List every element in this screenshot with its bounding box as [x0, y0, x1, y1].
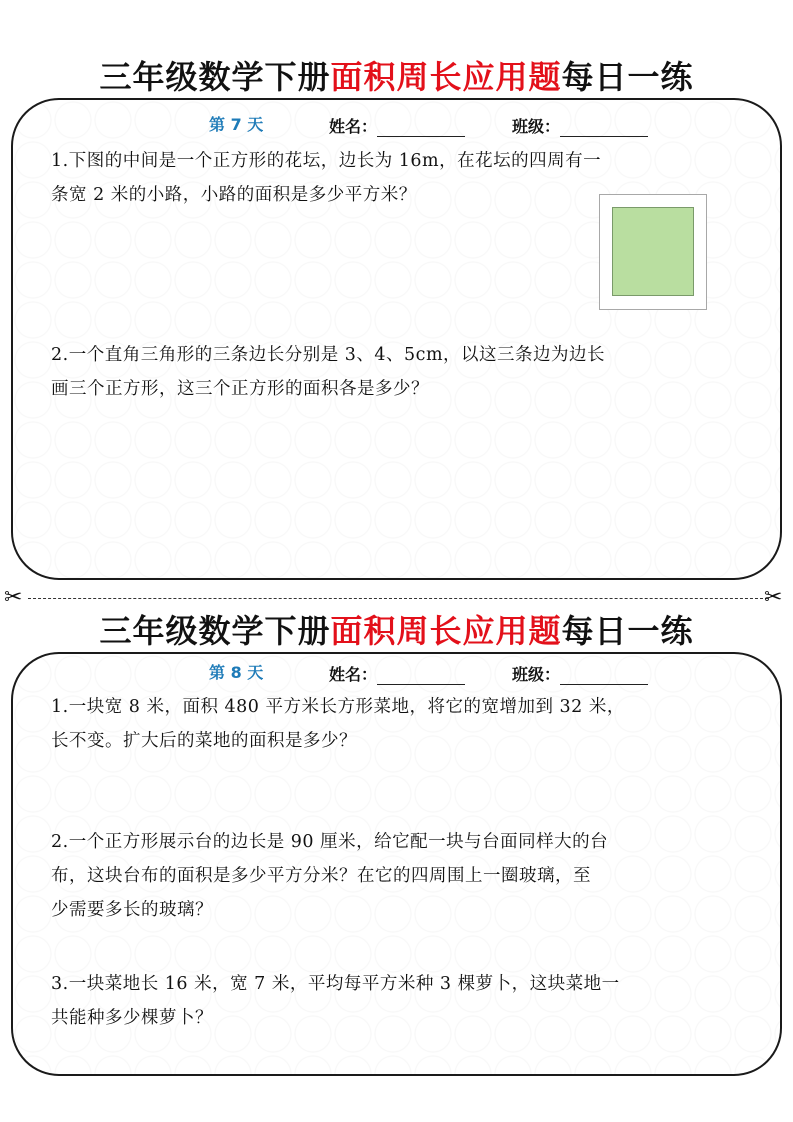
- name-field[interactable]: [329, 114, 465, 137]
- question-1: [51, 690, 773, 758]
- class-blank[interactable]: [560, 668, 648, 685]
- scissors-icon: ✂: [764, 585, 783, 610]
- question-line: 1.一块宽 8 米，面积 480 平方米长方形菜地，将它的宽增加到 32 米，: [51, 697, 625, 717]
- class-field[interactable]: [512, 114, 648, 137]
- name-label: 姓名：: [329, 665, 378, 684]
- question-line: 少需要多长的玻璃？: [51, 900, 213, 920]
- cut-line: [28, 598, 768, 599]
- day-label: 第 8 天: [209, 663, 264, 682]
- class-field[interactable]: [512, 662, 648, 685]
- question-3: [51, 967, 773, 1035]
- worksheet-card-day8: [11, 652, 782, 1076]
- question-line: 布，这块台布的面积是多少平方分米？在它的四周围上一圈玻璃，至: [51, 866, 591, 886]
- class-blank[interactable]: [560, 120, 648, 137]
- question-2: [51, 338, 773, 406]
- class-label: 班级：: [512, 665, 561, 684]
- question-line: 1.下图的中间是一个正方形的花坛，边长为 16m，在花坛的四周有一: [51, 151, 602, 171]
- title-prefix: 三年级数学下册: [99, 612, 331, 650]
- title-highlight: 面积周长应用题: [330, 612, 562, 650]
- name-label: 姓名：: [329, 117, 378, 136]
- question-line: 共能种多少棵萝卜？: [51, 1008, 213, 1028]
- flower-bed-square: [612, 207, 694, 296]
- name-blank[interactable]: [377, 668, 465, 685]
- title-highlight: 面积周长应用题: [330, 58, 562, 96]
- name-blank[interactable]: [377, 120, 465, 137]
- name-field[interactable]: [329, 662, 465, 685]
- page-title-day8: [0, 606, 793, 652]
- title-suffix: 每日一练: [561, 612, 694, 650]
- scissors-icon: ✂: [4, 585, 23, 610]
- question-line: 条宽 2 米的小路，小路的面积是多少平方米？: [51, 185, 417, 205]
- question-line: 2.一个直角三角形的三条边长分别是 3、4、5cm，以这三条边为边长: [51, 345, 606, 365]
- question-line: 画三个正方形，这三个正方形的面积各是多少？: [51, 379, 429, 399]
- worksheet-card-day7: [11, 98, 782, 580]
- title-suffix: 每日一练: [561, 58, 694, 96]
- question-2: [51, 825, 773, 927]
- class-label: 班级：: [512, 117, 561, 136]
- title-prefix: 三年级数学下册: [99, 58, 331, 96]
- day-label: 第 7 天: [209, 115, 264, 134]
- question-line: 3.一块菜地长 16 米，宽 7 米，平均每平方米种 3 棵萝卜，这块菜地一: [51, 974, 620, 994]
- square-garden-figure: [599, 194, 707, 310]
- page-title-day7: [0, 52, 793, 98]
- question-line: 2.一个正方形展示台的边长是 90 厘米，给它配一块与台面同样大的台: [51, 832, 609, 852]
- question-line: 长不变。扩大后的菜地的面积是多少？: [51, 731, 357, 751]
